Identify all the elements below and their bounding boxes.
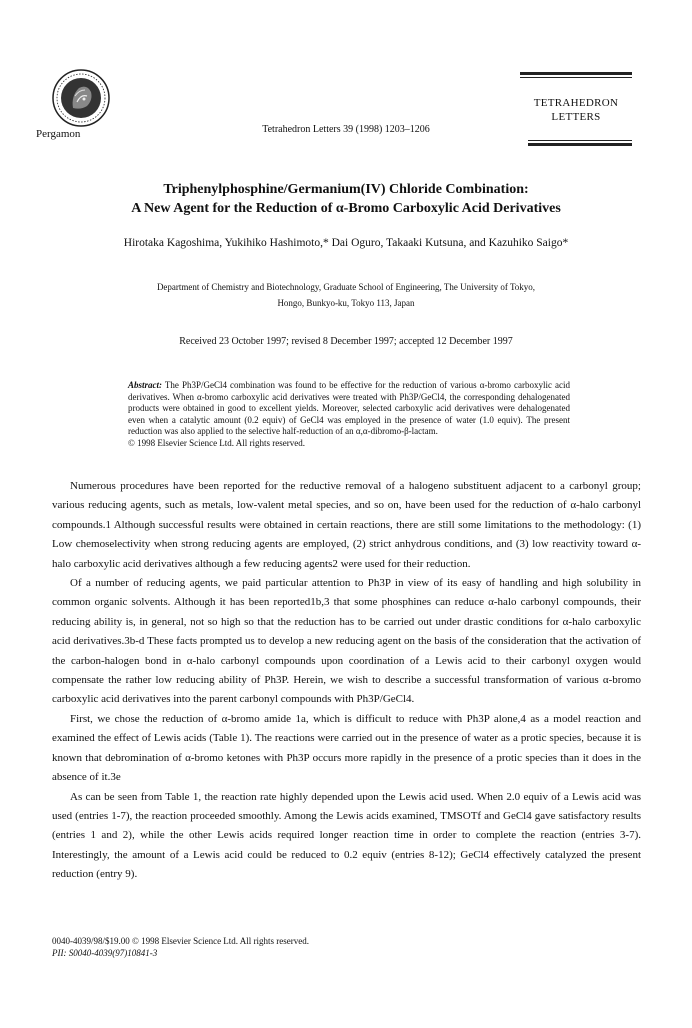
masthead-rule-top-thin	[520, 77, 632, 78]
masthead-rule-top	[520, 72, 632, 75]
abstract	[128, 380, 570, 449]
title-line1: Triphenylphosphine/Germanium(IV) Chloride Combination:	[163, 182, 529, 197]
masthead-rule-bottom	[528, 140, 632, 148]
abstract-text: The Ph3P/GeCl4 combination was found to be effective for the reduction of various α-bromo carboxylic acid derivatives. When α-bromo carboxylic acid derivatives were treated with Ph3P/GeCl4, the corresponding dehalogenated products were obtained in good to excellent yields. Moreover, selected carboxylic acid derivatives were dehalogenated even when a catalytic amount (0.2 equiv) of GeCl4 was employed in the presence of water (1.0 equiv). The present reduction was also applied to the selective half-reduction of an α,α-dibromo-β-lactam.	[128, 380, 570, 436]
affiliation	[80, 279, 612, 311]
abstract-copyright: © 1998 Elsevier Science Ltd. All rights reserved.	[128, 437, 306, 448]
footer-issn: 0040-4039/98/$19.00 © 1998 Elsevier Science Ltd. All rights reserved.	[52, 936, 310, 946]
journal-name-line1: TETRAHEDRON	[533, 97, 619, 109]
affiliation-line1: Department of Chemistry and Biotechnology, Graduate School of Engineering, The University of Tokyo,	[156, 282, 536, 292]
masthead-rule-bottom-thick	[528, 143, 632, 146]
body-paragraph-1: Numerous procedures have been reported for the reductive removal of a halogeno substituent adjacent to a carbonyl group; various reducing agents, such as metals, low-valent metal species, and so on, have been used for the reduction of α-halo carbonyl compounds.1 Although successful results were obtained in certain reactions, there are still some limitations to the methodology: (1) Low chemoselectivity when strong reducing agents are employed, (2) strict anhydrous conditions, and (3) low reactivity toward α-halo carboxylic acid derivatives although a few reducing agents2 were used for their reduction.	[52, 480, 641, 570]
publisher-name: Pergamon	[36, 128, 81, 140]
journal-masthead	[520, 72, 632, 133]
article-title	[40, 180, 652, 218]
body-paragraph-4: As can be seen from Table 1, the reaction rate highly depended upon the Lewis acid used. When 2.0 equiv of a Lewis acid was used (entries 1-7), the reaction proceeded smoothly. Among the Lewis acids examined, TMSOTf and GeCl4 gave satisfactory results (entries 1 and 2), while the other Lewis acids required longer reaction time in order to complete the reaction (entries 3-7). Interestingly, the amount of a Lewis acid could be reduced to 0.2 equiv (entries 8-12); GeCl4 effectively catalyzed the present reduction (entry 9).	[52, 790, 641, 881]
journal-name	[520, 96, 632, 124]
article-body	[52, 477, 641, 885]
footer-pii: PII: S0040-4039(97)10841-3	[52, 948, 158, 958]
body-paragraph-3: First, we chose the reduction of α-bromo amide 1a, which is difficult to reduce with Ph3P alone,4 as a model reaction and examined the effect of Lewis acids (Table 1). The reactions were carried out in the presence of water as a protic species, because it is known that debromination of α-bromo ketones with Ph3P occurs more rapidly in the presence of a protic species than it does in the absence of it.3e	[52, 712, 641, 784]
journal-citation: Tetrahedron Letters 39 (1998) 1203–1206	[262, 124, 430, 135]
title-line2: A New Agent for the Reduction of α-Bromo Carboxylic Acid Derivatives	[131, 201, 561, 216]
abstract-label: Abstract:	[128, 380, 163, 390]
received-dates: Received 23 October 1997; revised 8 December 1997; accepted 12 December 1997	[179, 336, 513, 347]
body-paragraph-2: Of a number of reducing agents, we paid particular attention to Ph3P in view of its easy of handling and high solubility in common organic solvents. Although it has been reported1b,3 that some phosphines can reduce α-halo carbonyl compounds, their reducing ability is, in general, not so high so that the reduction has to be carried out under drastic conditions for α-halo carboxylic acid derivatives.3b-d These facts prompted us to develop a new reducing agent on the basis of the consideration that the activation of the carbon-halogen bond in α-halo carbonyl compounds upon coordination of a Lewis acid to their carbonyl oxygen would compensate the rather low reducing ability of Ph3P. Herein, we wish to describe a successful transformation of various α-bromo carboxylic acid derivatives into the parent carbonyl compounds with Ph3P/GeCl4.	[52, 577, 641, 706]
affiliation-line2: Hongo, Bunkyo-ku, Tokyo 113, Japan	[277, 298, 415, 308]
journal-name-line2: LETTERS	[551, 111, 601, 123]
page-footer	[52, 935, 309, 959]
publisher-logo-icon	[51, 68, 111, 128]
author-list: Hirotaka Kagoshima, Yukihiko Hashimoto,* Dai Oguro, Takaaki Kutsuna, and Kazuhiko Saigo*	[123, 237, 569, 249]
